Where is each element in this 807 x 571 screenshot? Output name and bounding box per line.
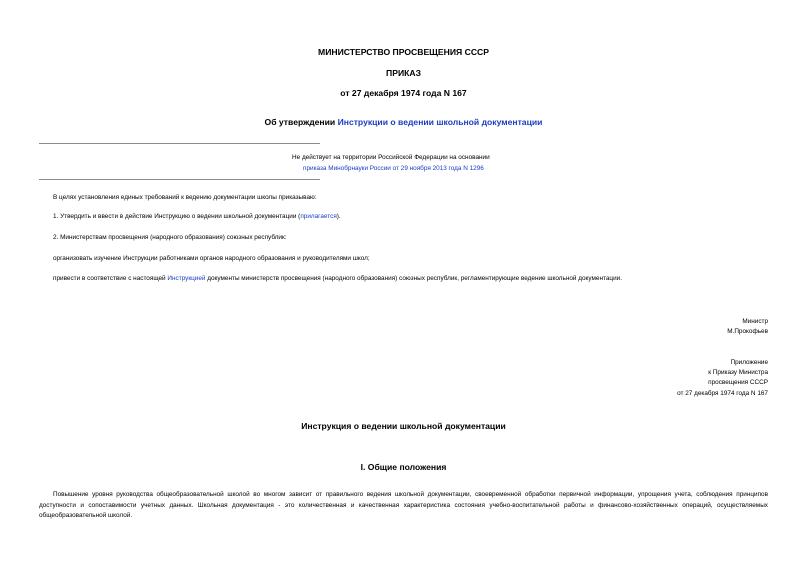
signature-name: М.Прокофьев — [727, 328, 768, 335]
item-1-text: 1. Утвердить и ввести в действие Инструкцию о ведении школьной документации ( — [53, 213, 301, 220]
item-2: 2. Министерствам просвещения (народного образования) союзных республик: — [53, 234, 287, 241]
subject-prefix: Об утверждении — [264, 117, 338, 127]
ministry-heading: МИНИСТЕРСТВО ПРОСВЕЩЕНИЯ СССР — [318, 47, 489, 57]
appendix-line-4: от 27 декабря 1974 года N 167 — [677, 390, 768, 397]
repeal-order-link[interactable]: приказа Минобрнауки России от 29 ноября 2013 года N 1296 — [303, 165, 484, 172]
general-provisions-paragraph — [39, 490, 768, 522]
paragraph-text: Повышение уровня руководства общеобразовательной школой во многом зависит от правильного ведения школьной документации, своевременной обработки первичной информации, упрощения учета, соблюдения принципов доступности и сопоставимости учетных данных. Школьная документация - это количественная и качественная характеристика состояния учебно-воспитательной работы и финансово-хозяйственных операций, осуществляемых общеобразовательной школой. — [39, 491, 768, 519]
item-2a: организовать изучение Инструкции работниками органов народного образования и руководителями школ; — [53, 255, 370, 262]
item-2b — [53, 275, 622, 282]
item-1 — [53, 213, 341, 220]
divider-top — [39, 143, 320, 144]
instruction-link[interactable]: Инструкции о ведении школьной документации — [337, 117, 543, 127]
appendix-line-3: просвещения СССР — [708, 379, 768, 386]
divider-bottom — [39, 179, 320, 180]
item-1-end: ). — [336, 213, 341, 220]
item-2b-end: документы министерств просвещения (народного образования) союзных республик, регламентирующие ведение школьной документации. — [205, 275, 623, 282]
appendix-line-1: Приложение — [730, 359, 768, 366]
section-title: I. Общие положения — [360, 462, 447, 472]
intro-text: В целях установления единых требований к ведению документации школы приказываю: — [53, 194, 317, 201]
signature-title: Министр — [742, 318, 768, 325]
item-2b-start: привести в соответствие с настоящей — [53, 275, 168, 282]
doc-type-heading: ПРИКАЗ — [386, 68, 421, 78]
date-number-heading: от 27 декабря 1974 года N 167 — [340, 88, 467, 98]
notice-text: Не действует на территории Российской Федерации на основании — [292, 154, 490, 161]
instruction-title: Инструкция о ведении школьной документации — [301, 421, 506, 431]
appendix-line-2: к Приказу Министра — [708, 369, 768, 376]
subject-heading — [0, 117, 807, 127]
appended-link[interactable]: прилагается — [300, 213, 337, 220]
instruction-ref-link[interactable]: Инструкцией — [167, 275, 206, 282]
